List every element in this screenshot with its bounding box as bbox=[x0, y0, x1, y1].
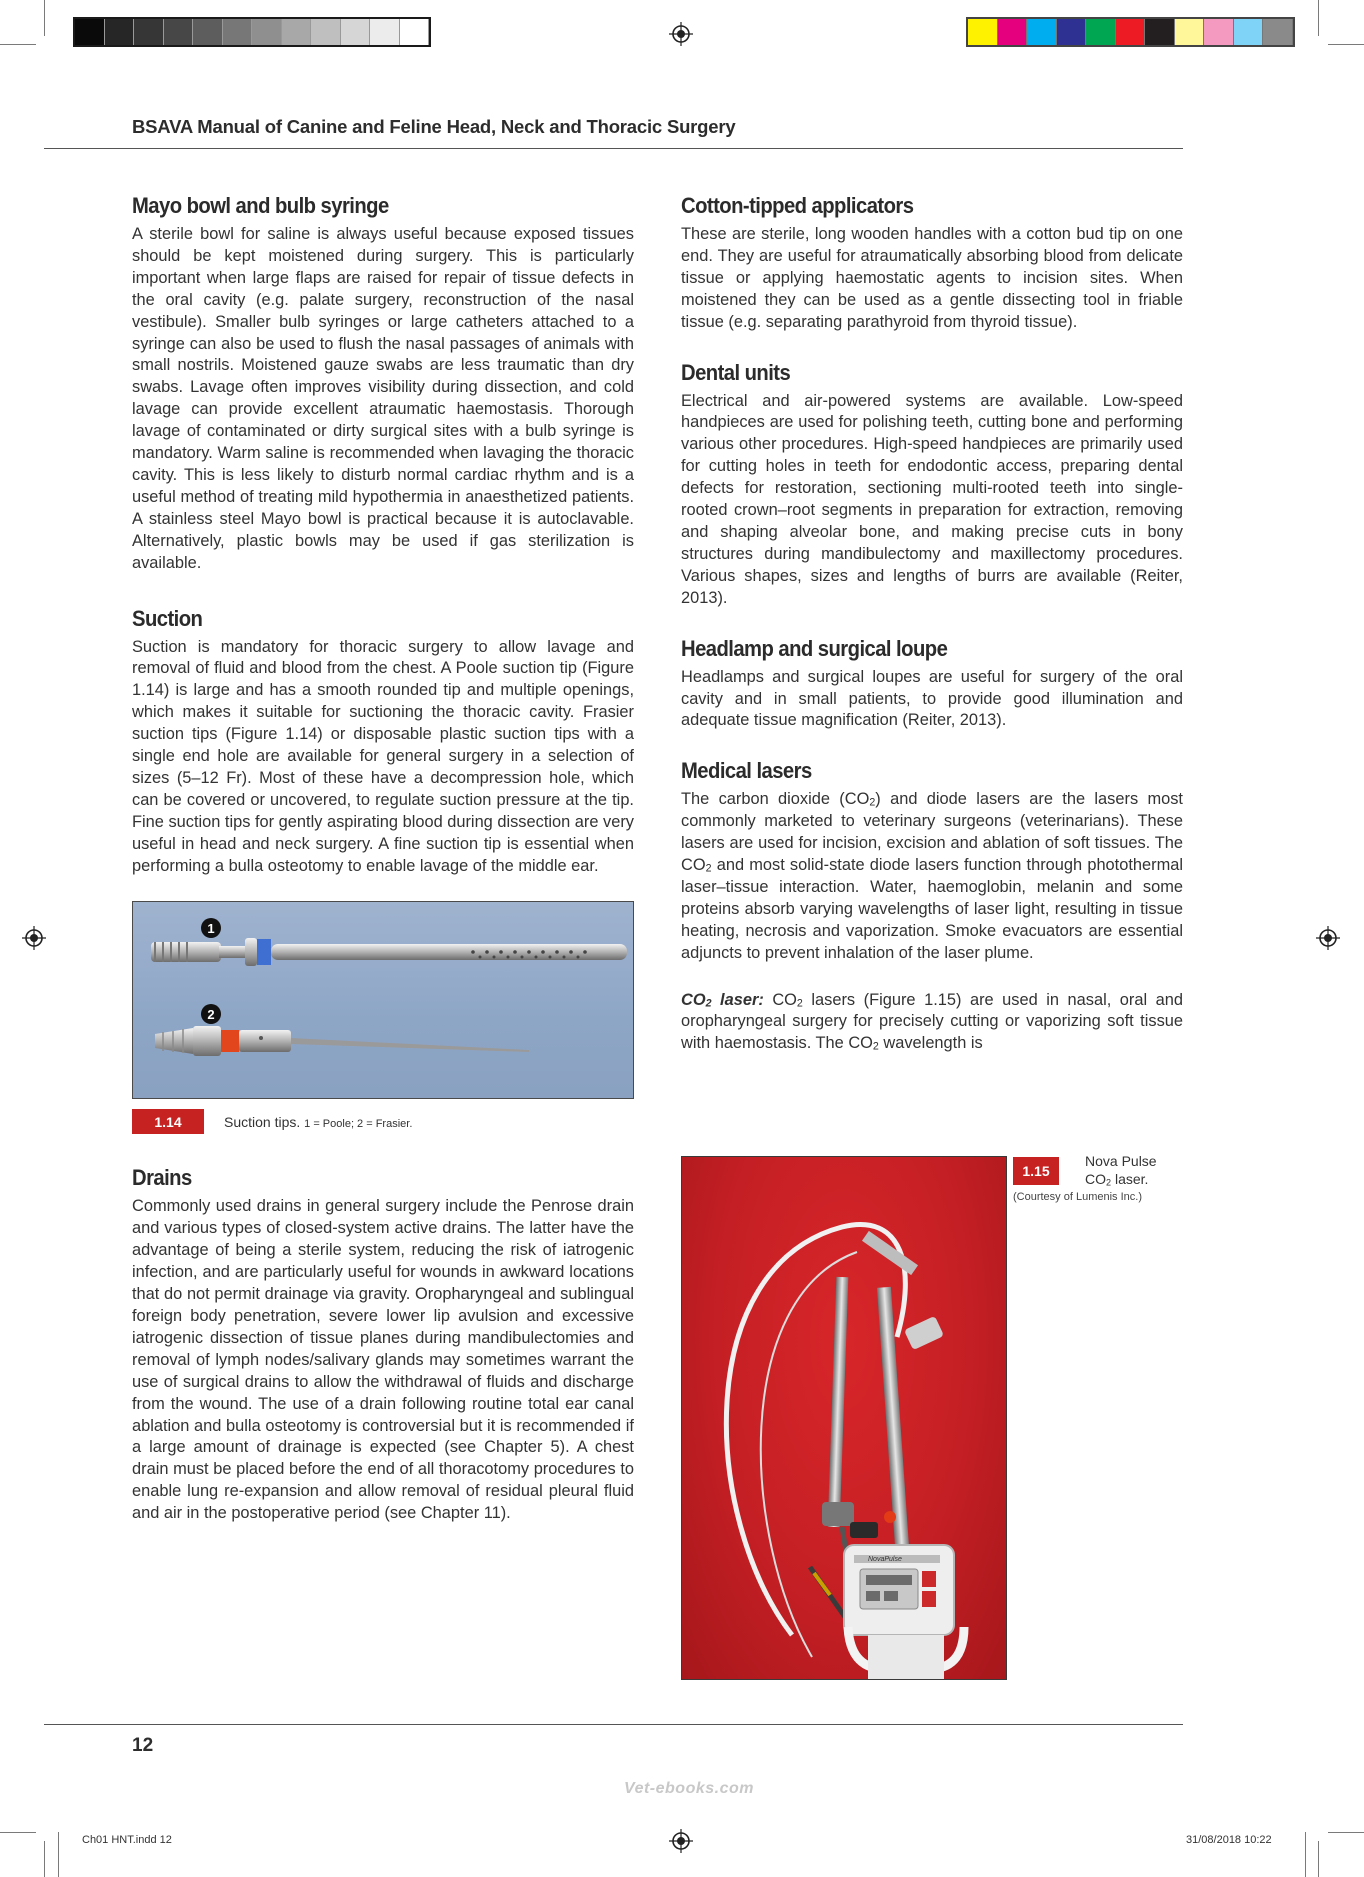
gray-swatch bbox=[134, 19, 164, 45]
color-swatch bbox=[1027, 19, 1057, 45]
section-body-suction: Suction is mandatory for thoracic surgery to allow lavage and removal of fluid and blood from the chest. A Poole suction tip (Figure 1.14) is large and has a smooth rounded tip and multiple openings, which makes it suitable for suctioning the thoracic cavity. Frasier suction tips (Figure 1.14) or disposable plastic suction tips with a single end hole are available for general surgery in a selection of sizes (5–12 Fr). Most of these have a decompression hole, which can be covered or uncovered, to regulate suction pressure at the tip. Fine suction tips for gently aspirating blood during dissection are very useful in head and neck surgery. A fine suction tip is essential when performing a bulla osteotomy to enable lavage of the middle ear. bbox=[132, 637, 635, 875]
figure-label-1-14: 1.14 bbox=[132, 1109, 204, 1134]
color-swatch bbox=[1234, 19, 1264, 45]
color-swatch bbox=[1086, 19, 1116, 45]
section-heading-lasers: Medical lasers bbox=[681, 758, 812, 784]
frasier-suction-tip bbox=[155, 1026, 529, 1056]
gray-swatch bbox=[193, 19, 223, 45]
gray-swatch bbox=[370, 19, 400, 45]
caption-detail: 1 = Poole; 2 = Frasier. bbox=[304, 1117, 413, 1130]
marker-2-label: 2 bbox=[207, 1007, 215, 1023]
gray-swatch bbox=[75, 19, 105, 45]
running-head: BSAVA Manual of Canine and Feline Head, Neck and Thoracic Surgery bbox=[132, 116, 736, 137]
figure-caption-1-14 bbox=[224, 1114, 412, 1130]
left-column bbox=[132, 192, 634, 1525]
section-body-dental: Electrical and air-powered systems are available. Low-speed handpieces are used for polishing teeth, cutting bone and performing various other procedures. High-speed handpieces are primarily used for cutting holes in teeth for endodontic access, preparing dental defects for restoration, sectioning multi-rooted teeth into single-rooted crown–root segments in preparation for extraction, removing and shaping alveolar bone, and making precise cuts in bony structures during mandibulectomy and maxillectomy procedures. Various shapes, sizes and lengths of burrs are available (Reiter, 2013). bbox=[681, 391, 1183, 607]
section-body-lasers: The carbon dioxide $(CO_2)$ and diode lasers are the lasers most commonly marketed to veterinary surgeons (veterinarians). These lasers are used for incision, excision and ablation of soft tissues. The $CO_2$ and most solid-state diode lasers function through photothermal laser–tissue interaction. Water, haemoglobin, melanin and some proteins absorb varying wavelengths of laser light, resulting in tissue heating, necrosis and vaporization. Smoke evacuators are essential adjuncts to prevent inhalation of the laser plume. bbox=[681, 790, 1183, 962]
section-heading-cotton: Cotton-tipped applicators bbox=[681, 193, 914, 218]
gray-swatch bbox=[400, 19, 430, 45]
co2-laser-device-illustration bbox=[682, 1157, 1006, 1679]
co2-laser-lead: $CO_2$ laser: bbox=[681, 990, 764, 1010]
gray-swatch bbox=[164, 19, 194, 45]
section-heading-drains: Drains bbox=[132, 1165, 192, 1191]
print-slug-file: Ch01 HNT.indd 12 bbox=[82, 1834, 172, 1846]
registration-mark-icon bbox=[669, 1829, 693, 1853]
figure-1-15-photo bbox=[681, 1156, 1007, 1680]
device-brand-label: NovaPulse bbox=[868, 1556, 902, 1563]
page-number: 12 bbox=[132, 1735, 154, 1756]
gray-swatch bbox=[252, 19, 282, 45]
footer-rule bbox=[44, 1724, 1183, 1725]
color-calibration-bar bbox=[966, 17, 1295, 47]
registration-mark-icon bbox=[22, 926, 46, 950]
color-swatch bbox=[1145, 19, 1175, 45]
color-swatch bbox=[998, 19, 1028, 45]
color-swatch bbox=[1263, 19, 1293, 45]
section-body-co2-laser: $CO_2$ laser: $CO_2$ lasers (Figure 1.15) are used in nasal, oral and oropharyngeal surgery for precisely cutting or vaporizing soft tissue with haemostasis. The $CO_2$ wavelength is bbox=[681, 990, 1184, 1053]
figure-caption-1-15: Nova Pulse $CO_2$ laser. bbox=[1085, 1153, 1157, 1188]
watermark: Vet-ebooks.com bbox=[624, 1780, 754, 1797]
caption-main: Suction tips. bbox=[224, 1113, 301, 1130]
gray-swatch bbox=[341, 19, 371, 45]
color-swatch bbox=[1057, 19, 1087, 45]
figure-1-14-caption-row bbox=[132, 1109, 634, 1134]
poole-suction-tip bbox=[151, 938, 627, 966]
section-body-headlamp: Headlamps and surgical loupes are useful for surgery of the oral cavity and in small patients, to provide good illumination and adequate tissue magnification (Reiter, 2013). bbox=[681, 667, 1183, 730]
right-column bbox=[681, 192, 1183, 1055]
figure-1-14-photo bbox=[132, 901, 634, 1099]
print-slug-date: 31/08/2018 10:22 bbox=[1186, 1834, 1272, 1846]
registration-mark-icon bbox=[1316, 926, 1340, 950]
color-swatch bbox=[1175, 19, 1205, 45]
section-body-drains: Commonly used drains in general surgery include the Penrose drain and various types of closed-system active drains. The latter have the advantage of being a sterile system, reducing the risk of iatrogenic infection, and are particularly useful for wounds in awkward locations that do not permit drainage via gravity. Oropharyngeal and sublingual foreign body penetration, severe lower lip avulsion and excessive iatrogenic dissection of tissue planes during mandibulectomies and removal of lymph nodes/salivary glands may sometimes warrant the use of surgical drains to allow the withdrawal of fluids and discharge from the wound. The use of a drain following routine total ear canal ablation and bulla osteotomy is controversial but it is recommended if a large amount of drainage is expected (see Chapter 5). A chest drain must be placed before the end of all thoracotomy procedures to enable lung re-expansion and allow removal of residual pleural fluid and air in the postoperative period (see Chapter 11). bbox=[132, 1197, 634, 1523]
section-heading-suction: Suction bbox=[132, 605, 203, 631]
figure-label-1-15: 1.15 bbox=[1013, 1157, 1059, 1185]
section-heading-headlamp: Headlamp and surgical loupe bbox=[681, 635, 948, 661]
figure-courtesy-1-15: (Courtesy of Lumenis Inc.) bbox=[1013, 1191, 1142, 1203]
gray-swatch bbox=[223, 19, 253, 45]
section-body-mayo: A sterile bowl for saline is always useful because exposed tissues should be kept moistened during surgery. This is particularly important when large flaps are raised for repair of tissue defects in the oral cavity (e.g. palate surgery, reconstruction of the nasal vestibule). Smaller bulb syringes or large catheters attached to a syringe can also be used to flush the nasal passages of animals with small nostrils. Moistened gauze swabs are less traumatic than dry swabs. Lavage often improves visibility during dissection, and cold lavage can provide excellent atraumatic haemostasis. Thorough lavage of contaminated or dirty surgical sites with a bulb syringe is mandatory. Warm saline is recommended when lavaging the thoracic cavity. This is less likely to disturb normal cardiac rhythm and is a useful method of treating mild hypothermia in anaesthetized patients. A stainless steel Mayo bowl is practical because it is autoclavable. Alternatively, plastic bowls may be used if gas sterilization is available. bbox=[132, 225, 634, 572]
header-rule bbox=[44, 148, 1183, 149]
color-swatch bbox=[1204, 19, 1234, 45]
section-heading-mayo: Mayo bowl and bulb syringe bbox=[132, 193, 389, 218]
color-swatch bbox=[968, 19, 998, 45]
gray-swatch bbox=[311, 19, 341, 45]
section-heading-dental: Dental units bbox=[681, 359, 791, 385]
gray-swatch bbox=[105, 19, 135, 45]
color-swatch bbox=[1116, 19, 1146, 45]
gray-swatch bbox=[282, 19, 312, 45]
suction-tips-illustration bbox=[133, 902, 633, 1098]
registration-mark-icon bbox=[669, 22, 693, 46]
marker-1-label: 1 bbox=[207, 921, 215, 937]
grayscale-calibration-bar bbox=[73, 17, 431, 47]
section-body-cotton: These are sterile, long wooden handles with a cotton bud tip on one end. They are useful for atraumatically absorbing blood from delicate tissue or applying haemostatic agents to incision sites. When moistened they can be used as a gentle dissecting tool in friable tissue (e.g. separating parathyroid from thyroid tissue). bbox=[681, 225, 1183, 331]
